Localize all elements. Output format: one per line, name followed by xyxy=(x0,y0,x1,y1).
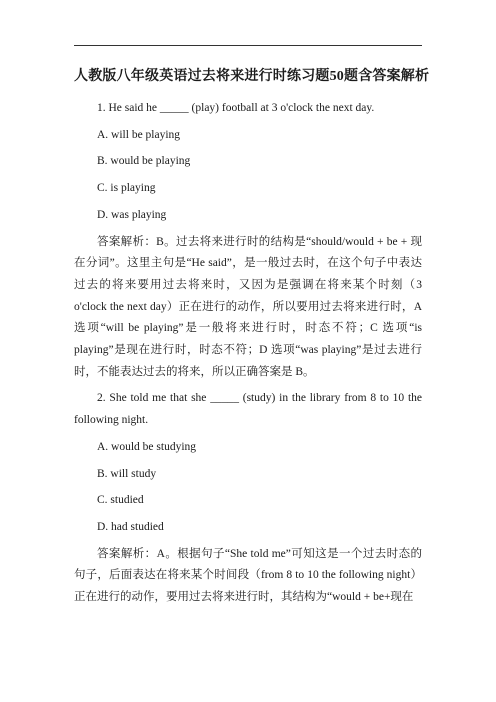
question-2-option-d: D. had studied xyxy=(97,520,164,533)
question-2: 2. She told me that she _____ (study) in the library from 8 to 10 the following night. xyxy=(74,392,422,427)
question-1-explanation: 答案解析：B。过去将来进行时的结构是“should/would + be + 现在分词”。这里主句是“He said”，是一般过去时，在这个句子中表达过去的将来要用过去将来时，又因为是强调在将来某个时刻（3 o'clock the next day）正在进行的动作，所以要用过去将来进行时，A 选项“will be playing”是一般将来进行时，时态不符；C 选项“is playing”是现在进行时，时态不符；D 选项“was playing”是过去进行时，不能表达过去的将来，所以正确答案是 B。 xyxy=(74,235,422,378)
question-1-option-b: B. would be playing xyxy=(97,155,191,168)
document-body xyxy=(74,98,422,614)
question-2-option-c: C. studied xyxy=(97,494,144,507)
question-1: 1. He said he _____ (play) football at 3 o'clock the next day. xyxy=(97,102,375,114)
question-2-option-b: B. will study xyxy=(97,467,157,480)
question-2-option-a: A. would be studying xyxy=(97,440,197,453)
question-2-explanation: 答案解析：A。根据句子“She told me”可知这是一个过去时态的句子，后面表达在将来某个时间段（from 8 to 10 the following night）正在进行的动作，要用过去将来进行时，其结构为“would + be+现在 xyxy=(74,547,422,604)
question-1-option-c: C. is playing xyxy=(97,182,156,195)
header-rule xyxy=(74,45,422,46)
question-1-option-d: D. was playing xyxy=(97,208,167,221)
document-title: 人教版八年级英语过去将来进行时练习题50题含答案解析 xyxy=(74,69,430,84)
question-1-option-a: A. will be playing xyxy=(97,128,181,141)
